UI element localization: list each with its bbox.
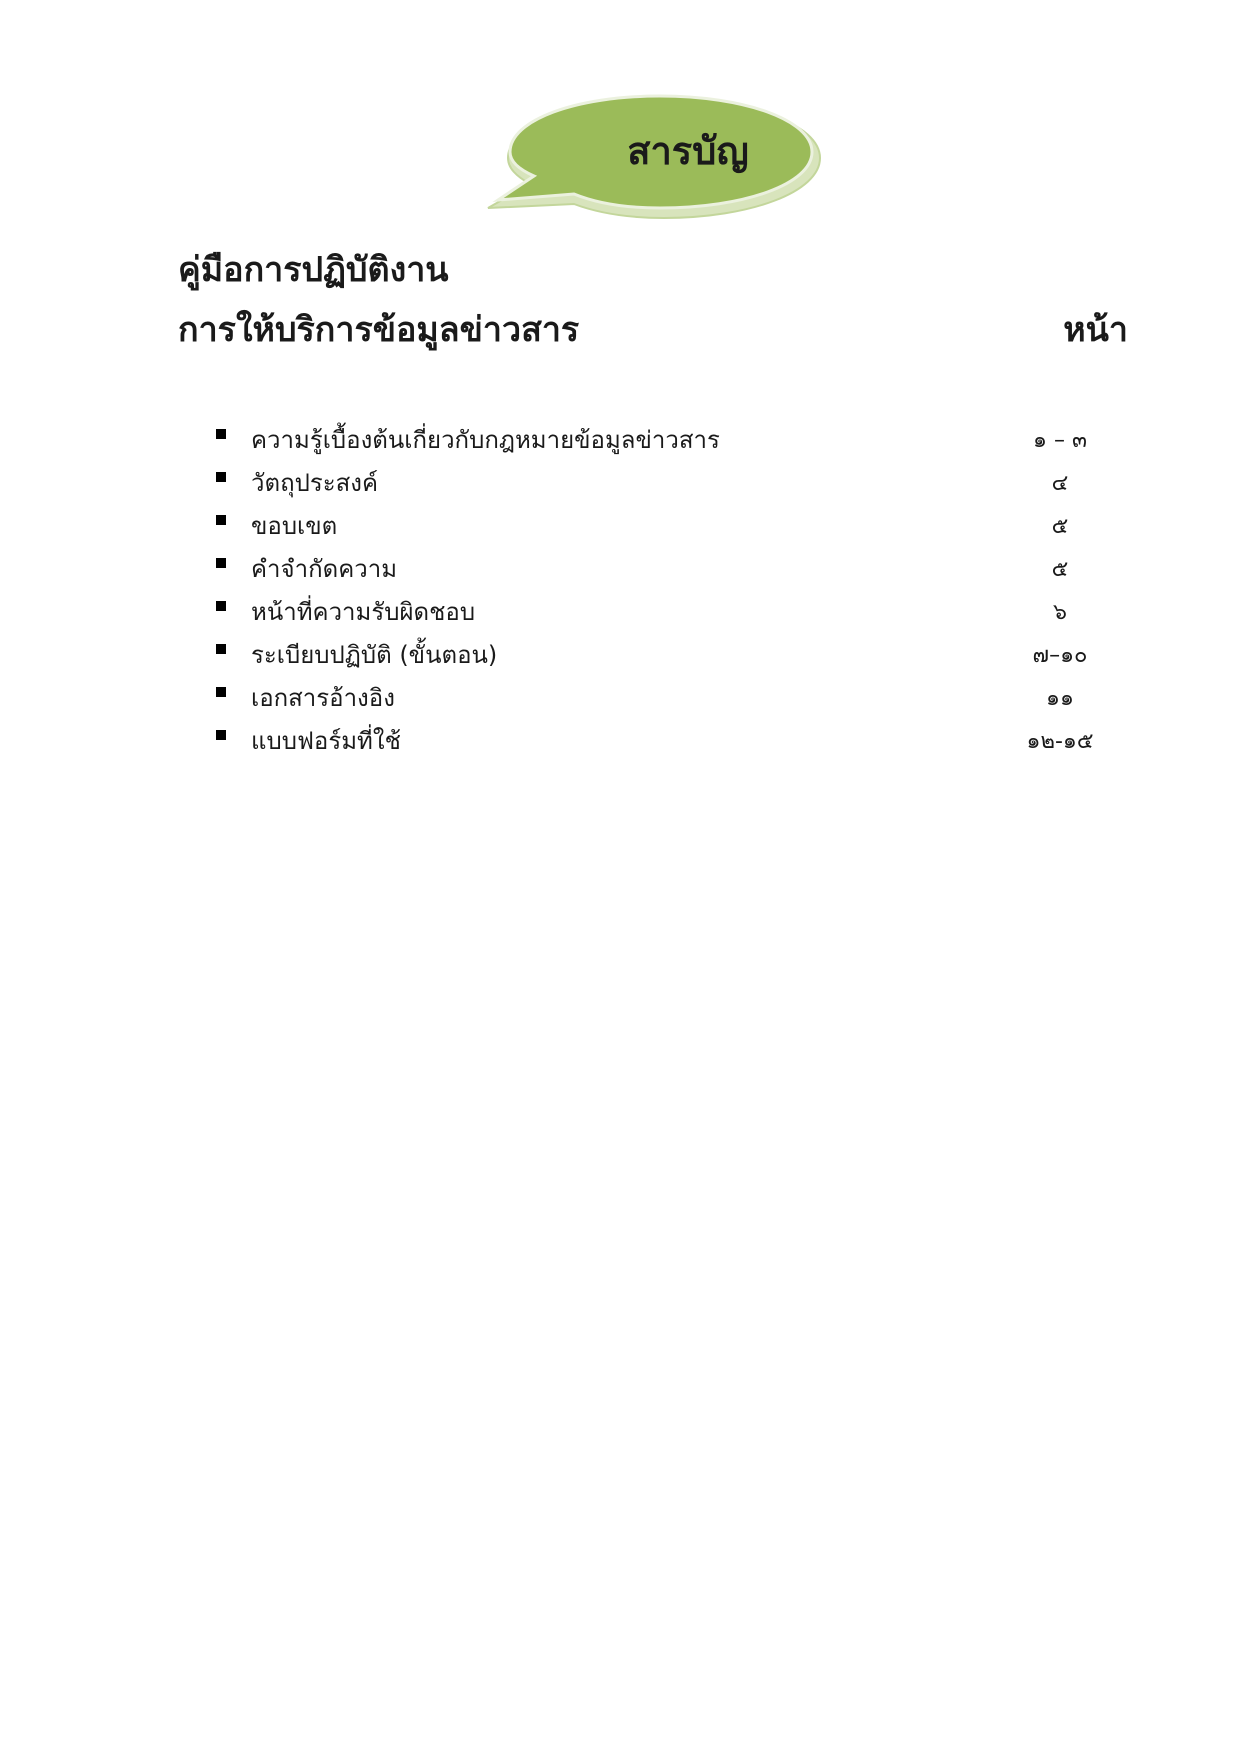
toc-item-page: ๗–๑๐ [1032,643,1088,668]
toc-item [216,676,1120,719]
toc-item-label: ระเบียบปฏิบัติ (ขั้นตอน) [251,641,498,669]
manual-title-row [178,300,1128,360]
toc-item [216,547,1120,590]
manual-title-line2: การให้บริการข้อมูลข่าวสาร [178,310,580,350]
toc-item-label: วัตถุประสงค์ [251,469,379,497]
toc-item-label: ความรู้เบื้องต้นเกี่ยวกับกฎหมายข้อมูลข่าวสาร [251,426,720,454]
toc-item-label: แบบฟอร์มที่ใช้ [251,727,401,755]
toc-item-page: ๖ [1053,600,1067,625]
square-bullet-icon [216,687,226,697]
toc-item-page: ๑๑ [1046,686,1074,711]
toc-item-page: ๑ – ๓ [1033,428,1087,453]
toc-item-page: ๔ [1051,471,1069,496]
toc-item [216,719,1120,762]
toc-item [216,590,1120,633]
square-bullet-icon [216,558,226,568]
toc-item [216,633,1120,676]
square-bullet-icon [216,730,226,740]
toc-item-page: ๕ [1051,557,1069,582]
manual-header [178,240,1128,360]
square-bullet-icon [216,472,226,482]
toc-item-page: ๕ [1051,514,1069,539]
square-bullet-icon [216,601,226,611]
square-bullet-icon [216,429,226,439]
toc-item-label: คำจำกัดความ [251,555,398,583]
toc-item-label: ขอบเขต [251,512,338,540]
toc-item [216,504,1120,547]
manual-title-line1: คู่มือการปฏิบัติงาน [178,250,449,290]
page-title: สารบัญ [627,129,749,173]
toc-list [216,418,1120,762]
toc-item-label: เอกสารอ้างอิง [251,684,395,712]
page-column-label: หน้า [1063,310,1128,350]
square-bullet-icon [216,644,226,654]
title-bubble [488,96,828,226]
toc-item-label: หน้าที่ความรับผิดชอบ [251,598,476,626]
toc-item-page: ๑๒-๑๕ [1026,729,1094,754]
square-bullet-icon [216,515,226,525]
toc-item [216,418,1120,461]
toc-item [216,461,1120,504]
